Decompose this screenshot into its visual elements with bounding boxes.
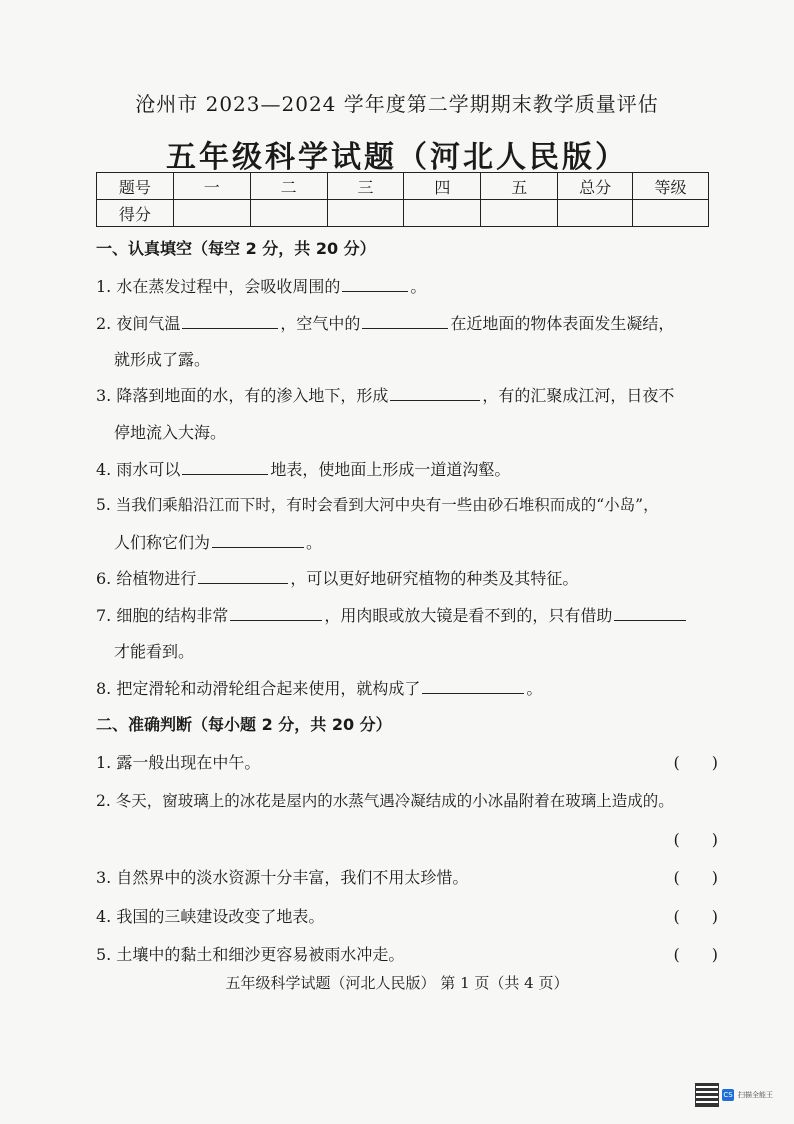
question-1-3-cont: 停地流入大海。 [114,423,227,442]
score-cell: 题号 [97,173,174,200]
question-1-4 [96,457,510,480]
scanner-logo-icon: CS [723,1091,733,1099]
question-1-3 [96,383,674,406]
answer-blank [614,604,686,621]
answer-blank [182,458,268,475]
question-1-5: 5. 当我们乘船沿江而下时，有时会看到大河中央有一些由砂石堆积而成的“小岛”， [96,496,659,514]
score-blank-cell [481,200,558,227]
question-text: ，用肉眼或放大镜是看不到的，只有借助 [324,606,613,625]
score-table-score-row [97,200,709,227]
score-cell: 二 [250,173,327,200]
score-blank-cell [633,200,709,227]
question-1-2 [96,311,674,334]
judge-answer-paren: ( ) [673,868,718,887]
score-cell: 得分 [97,200,174,227]
question-text: 6. 给植物进行 [96,569,197,588]
answer-blank [390,384,480,401]
question-text: 4. 雨水可以 [96,460,181,479]
qr-code-icon [696,1084,718,1106]
question-text: ，可以更好地研究植物的种类及其特征。 [290,569,579,588]
answer-blank [362,312,448,329]
score-cell: 等级 [633,173,709,200]
judge-answer-paren: ( ) [673,753,718,772]
question-text: 7. 细胞的结构非常 [96,606,229,625]
question-text: 地表，使地面上形成一道道沟壑。 [270,460,511,479]
question-1-7-cont: 才能看到。 [114,642,195,661]
score-cell: 四 [404,173,481,200]
answer-blank [422,677,524,694]
score-cell: 总分 [558,173,633,200]
score-blank-cell [173,200,250,227]
question-1-7 [96,603,688,626]
score-blank-cell [404,200,481,227]
page-footer: 五年级科学试题（河北人民版） 第 1 页（共 4 页） [225,974,569,992]
judge-answer-paren: ( ) [673,830,718,849]
question-1-6 [96,566,578,589]
question-text: 。 [410,277,427,296]
question-text: 2. 夜间气温 [96,314,181,333]
question-1-2-cont: 就形成了露。 [114,350,211,369]
scanner-label: 扫描全能王 [738,1090,773,1099]
judge-item-3: 3. 自然界中的淡水资源十分丰富，我们不用太珍惜。 [96,868,469,887]
judge-item-4: 4. 我国的三峡建设改变了地表。 [96,907,325,926]
score-cell: 三 [327,173,404,200]
score-cell: 五 [481,173,558,200]
answer-blank [230,604,322,621]
exam-main-title: 五年级科学试题（河北人民版） [166,140,628,175]
question-text: 8. 把定滑轮和动滑轮组合起来使用，就构成了 [96,679,421,698]
answer-blank [212,531,304,548]
judge-answer-paren: ( ) [673,907,718,926]
question-1-5-cont [114,530,322,553]
judge-item-5: 5. 土壤中的黏土和细沙更容易被雨水冲走。 [96,945,405,964]
question-text: 1. 水在蒸发过程中，会吸收周围的 [96,277,341,296]
score-blank-cell [250,200,327,227]
judge-item-2: 2. 冬天，窗玻璃上的冰花是屋内的水蒸气遇冷凝结成的小冰晶附着在玻璃上造成的。 [96,792,674,810]
question-1-8 [96,676,542,699]
answer-blank [198,567,288,584]
score-blank-cell [327,200,404,227]
score-table-header-row [97,173,709,200]
judge-item-1: 1. 露一般出现在中午。 [96,753,261,772]
exam-header-title: 沧州市 2023—2024 学年度第二学期期末教学质量评估 [135,92,659,116]
section-2-title: 二、准确判断（每小题 2 分，共 20 分） [96,715,392,734]
judge-answer-paren: ( ) [673,945,718,964]
section-1-title: 一、认真填空（每空 2 分，共 20 分） [96,239,376,258]
answer-blank [342,275,408,292]
score-cell: 一 [173,173,250,200]
question-text: ，空气中的 [280,314,361,333]
question-text: 在近地面的物体表面发生凝结， [450,314,675,333]
answer-blank [182,312,278,329]
question-text: 。 [306,533,323,552]
question-text: 3. 降落到地面的水，有的渗入地下，形成 [96,386,389,405]
scanner-watermark [696,1082,782,1108]
question-text: 。 [526,679,543,698]
question-text: 人们称它们为 [114,533,211,552]
score-blank-cell [558,200,633,227]
question-text: ，有的汇聚成江河，日夜不 [482,386,675,405]
question-1-1 [96,274,426,297]
score-table [96,172,709,227]
